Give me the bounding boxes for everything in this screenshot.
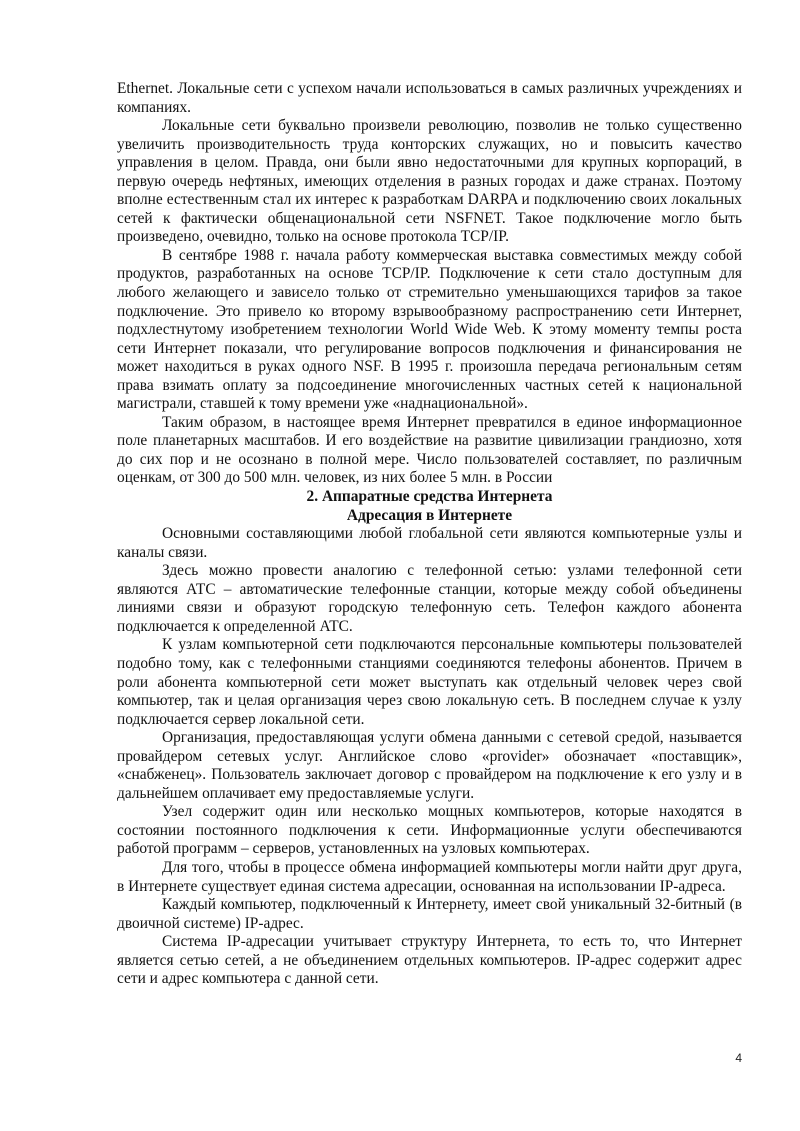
paragraph: Каждый компьютер, подключенный к Интернету, имеет свой уникальный 32-битный (в двоичной системе) IP-адрес.	[117, 896, 742, 932]
paragraph: Организация, предоставляющая услуги обмена данными с сетевой средой, называется провайдером сетевых услуг. Английское слово «provider» обозначает «поставщик», «снабженец». Пользователь заключает договор с провайдером на подключение к его узлу и в дальнейшем оплачивает ему предоставляемые услуги.	[117, 729, 742, 802]
section-heading: 2. Аппаратные средства Интернета	[306, 488, 553, 506]
paragraph: К узлам компьютерной сети подключаются персональные компьютеры пользователей подобно тому, как с телефонными станциями соединяются телефоны абонентов. Причем в роли абонента компьютерной сети может выступать как отдельный человек через свой компьютер, так и целая организация через свою локальную сеть. В последнем случае к узлу подключается сервер локальной сети.	[117, 636, 742, 728]
page-number: 4	[735, 1051, 742, 1065]
paragraph: В сентябре 1988 г. начала работу коммерческая выставка совместимых между собой продуктов, разработанных на основе TCP/IP. Подключение к сети стало доступным для любого желающего и зависело только от стремительно уменьшающихся тарифов за такое подключение. Это привело ко второму взрывообразному распространению сети Интернет, подхлестнутому изобретением технологии World Wide Web. К этому моменту темпы роста сети Интернет показали, что регулирование вопросов подключения и финансирования не может находиться в руках одного NSF. В 1995 г. произошла передача региональным сетям права взимать оплату за подсоединение многочисленных частных сетей к национальной магистрали, ставшей к тому времени уже «наднациональной».	[117, 246, 742, 413]
paragraph: Локальные сети буквально произвели революцию, позволив не только существенно увеличить производительность труда конторских служащих, но и повысить качество управления в целом. Правда, они были явно недостаточными для крупных корпораций, в первую очередь нефтяных, имеющих отделения в разных городах и даже странах. Поэтому вполне естественным стал их интерес к разработкам DARPA и подключению своих локальных сетей к фактически общенациональной сети NSFNET. Такое подключение могло быть произведено, очевидно, только на основе протокола TCP/IP.	[117, 117, 742, 246]
paragraph: Здесь можно провести аналогию с телефонной сетью: узлами телефонной сети являются АТС – автоматические телефонные станции, которые между собой объединены линиями связи и образуют городскую телефонную сеть. Телефон каждого абонента подключается к определенной АТС.	[117, 562, 742, 635]
subsection-heading: Адресация в Интернете	[346, 506, 513, 524]
paragraph: Таким образом, в настоящее время Интернет превратился в единое информационное поле планетарных масштабов. И его воздействие на развитие цивилизации грандиозно, хотя до сих пор и не осознано в полной мере. Число пользователей составляет, по различным оценкам, от 300 до 500 млн. человек, из них более 5 млн. в России	[117, 413, 742, 487]
paragraph: Ethernet. Локальные сети с успехом начали использоваться в самых различных учреждениях и компаниях.	[117, 80, 742, 116]
paragraph: Основными составляющими любой глобальной сети являются компьютерные узлы и каналы связи.	[117, 525, 742, 561]
paragraph: Узел содержит один или несколько мощных компьютеров, которые находятся в состоянии постоянного подключения к сети. Информационные услуги обеспечиваются работой программ – серверов, установленных на узловых компьютерах.	[117, 803, 742, 858]
document-body	[117, 80, 742, 989]
paragraph: Система IP-адресации учитывает структуру Интернета, то есть то, что Интернет является сетью сетей, а не объединением отдельных компьютеров. IP-адрес содержит адрес сети и адрес компьютера с данной сети.	[117, 933, 742, 988]
paragraph: Для того, чтобы в процессе обмена информацией компьютеры могли найти друг друга, в Интернете существует единая система адресации, основанная на использовании IP-адреса.	[117, 858, 742, 895]
